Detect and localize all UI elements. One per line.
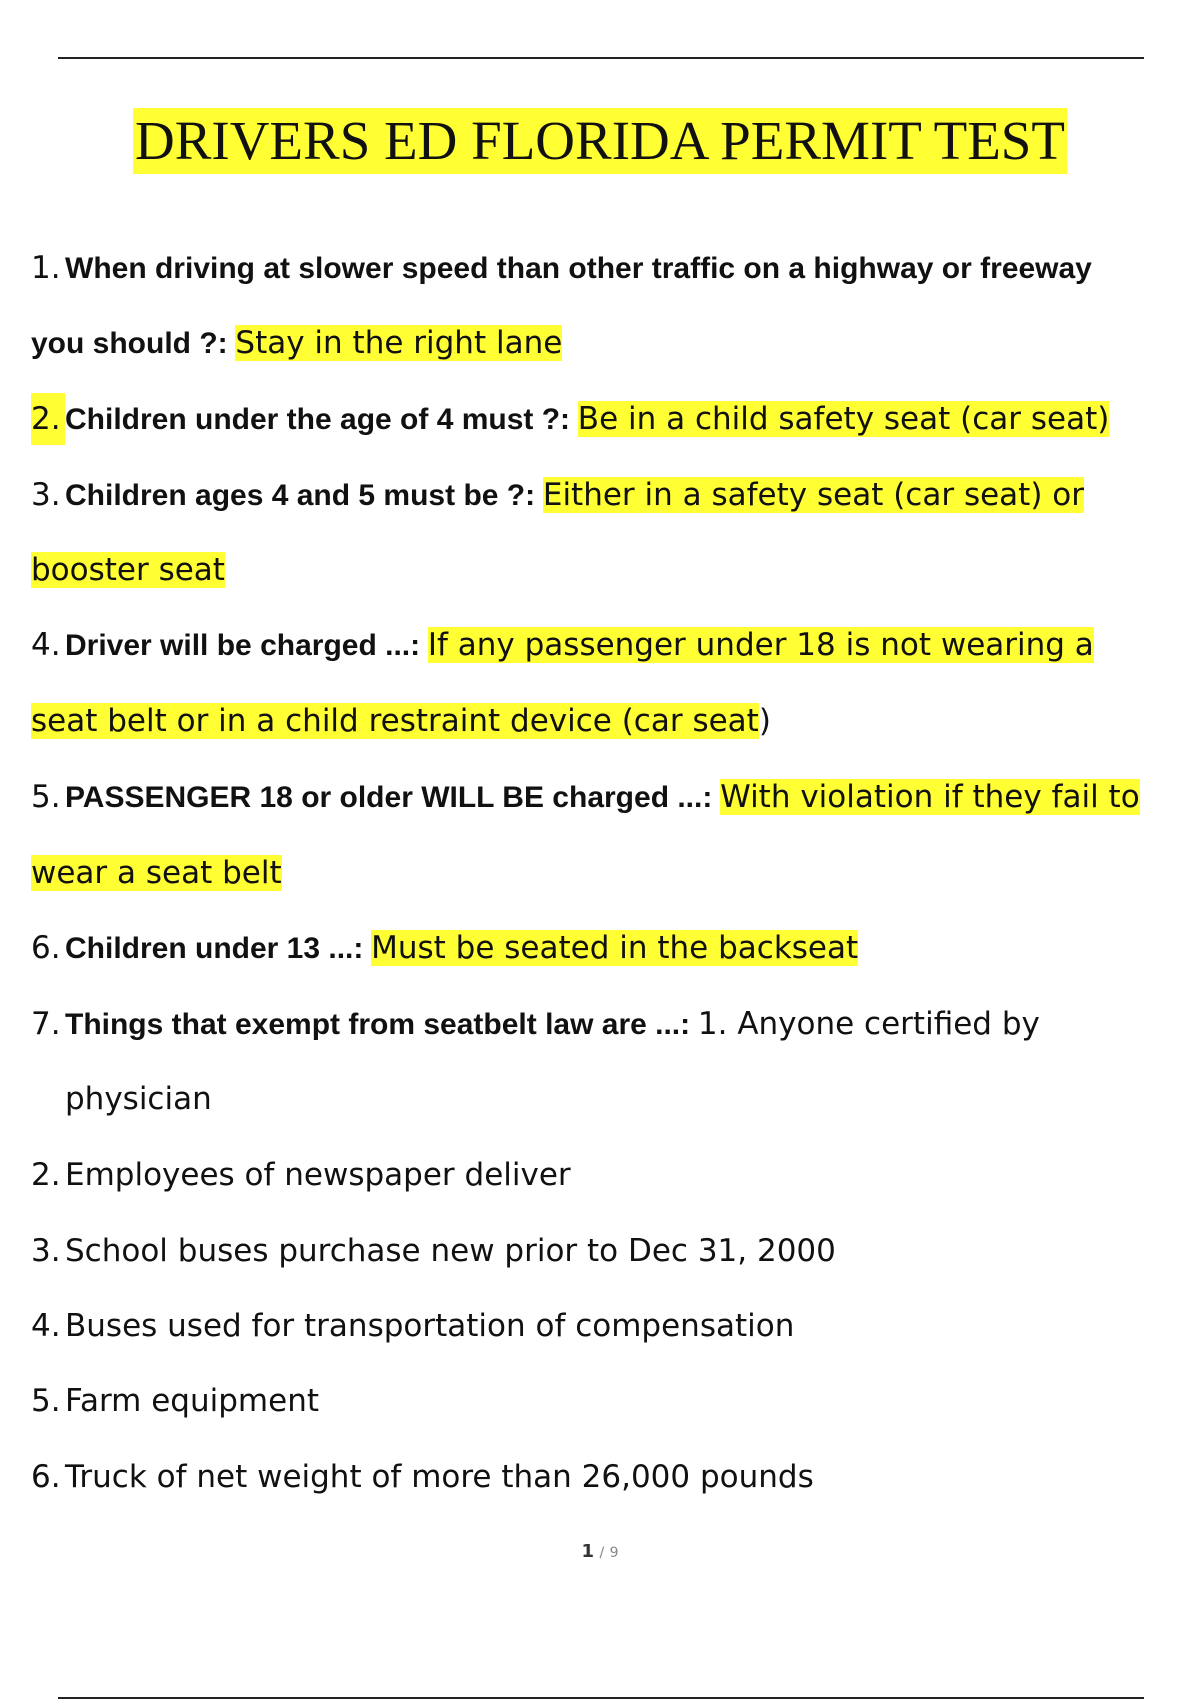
question-text: Things that exempt from seatbelt law are ...:: [65, 1008, 691, 1041]
item-number: 4.: [31, 627, 61, 663]
list-item-3: [31, 469, 1200, 521]
total-pages: 9: [609, 1545, 619, 1561]
exemption-item: [31, 1300, 1200, 1352]
list-item-4: [31, 619, 1200, 671]
exemption-item: [31, 1149, 1200, 1201]
item-number: 5.: [31, 1383, 61, 1419]
list-item-2: [31, 393, 1200, 445]
list-item-3-cont: [31, 544, 1200, 596]
list-item-1: [31, 242, 1200, 294]
answer-highlight: Be in a child safety seat (car seat): [577, 401, 1110, 437]
answer-highlight: Must be seated in the backseat: [371, 930, 859, 966]
question-text: Children under 13 ...:: [65, 932, 364, 965]
list-item-1-cont: [31, 317, 1200, 369]
answer-highlight: If any passenger under 18 is not wearing a: [427, 627, 1094, 663]
question-text: Driver will be charged ...:: [65, 629, 421, 662]
exemption-text: Buses used for transportation of compensation: [65, 1308, 795, 1344]
answer-text: 1. Anyone certified by: [697, 1006, 1040, 1042]
answer-highlight-cont: wear a seat belt: [31, 855, 282, 891]
list-item-7: [31, 998, 1200, 1050]
list-item-5-cont: [31, 847, 1200, 899]
question-text: PASSENGER 18 or older WILL BE charged ...:: [65, 781, 713, 814]
exemption-text: Employees of newspaper deliver: [65, 1157, 571, 1193]
item-number: 5.: [31, 779, 61, 815]
exemption-text: Truck of net weight of more than 26,000 pounds: [65, 1459, 814, 1495]
list-item-6: [31, 922, 1200, 974]
answer-text-cont: physician: [65, 1081, 212, 1117]
item-number: 3.: [31, 1233, 61, 1269]
answer-highlight-cont: booster seat: [31, 552, 225, 588]
item-number: 2.: [31, 1157, 61, 1193]
top-rule: [58, 57, 1144, 59]
exemption-text: School buses purchase new prior to Dec 31, 2000: [65, 1233, 836, 1269]
item-number: 2.: [31, 393, 65, 445]
item-number: 6.: [31, 1459, 61, 1495]
item-number: 1.: [31, 250, 61, 286]
answer-highlight: Stay in the right lane: [235, 325, 563, 361]
item-number: 4.: [31, 1308, 61, 1344]
page-counter: [0, 1541, 1200, 1562]
list-item-5: [31, 771, 1200, 823]
question-text: Children under the age of 4 must ?:: [65, 403, 571, 436]
answer-highlight-cont: seat belt or in a child restraint device (car seat: [31, 703, 759, 739]
answer-tail: ): [758, 703, 771, 739]
exemption-text: Farm equipment: [65, 1383, 319, 1419]
answer-highlight: With violation if they fail to: [720, 779, 1140, 815]
exemption-item: [31, 1451, 1200, 1503]
question-text: Children ages 4 and 5 must be ?:: [65, 479, 536, 512]
list-item-4-cont: [31, 695, 1200, 747]
exemption-item: [31, 1225, 1200, 1277]
list-item-7-cont: [65, 1073, 1200, 1125]
item-number: 7.: [31, 1006, 61, 1042]
page-separator: /: [599, 1545, 605, 1561]
question-text-cont: you should ?:: [31, 327, 228, 360]
exemption-item: [31, 1375, 1200, 1427]
page-title: DRIVERS ED FLORIDA PERMIT TEST: [133, 108, 1067, 174]
current-page: 1: [581, 1541, 595, 1562]
answer-highlight: Either in a safety seat (car seat) or: [542, 477, 1084, 513]
item-number: 6.: [31, 930, 61, 966]
question-text: When driving at slower speed than other traffic on a highway or freeway: [65, 252, 1092, 285]
bottom-rule: [58, 1697, 1144, 1699]
item-number: 3.: [31, 477, 61, 513]
title-block: [0, 108, 1200, 174]
